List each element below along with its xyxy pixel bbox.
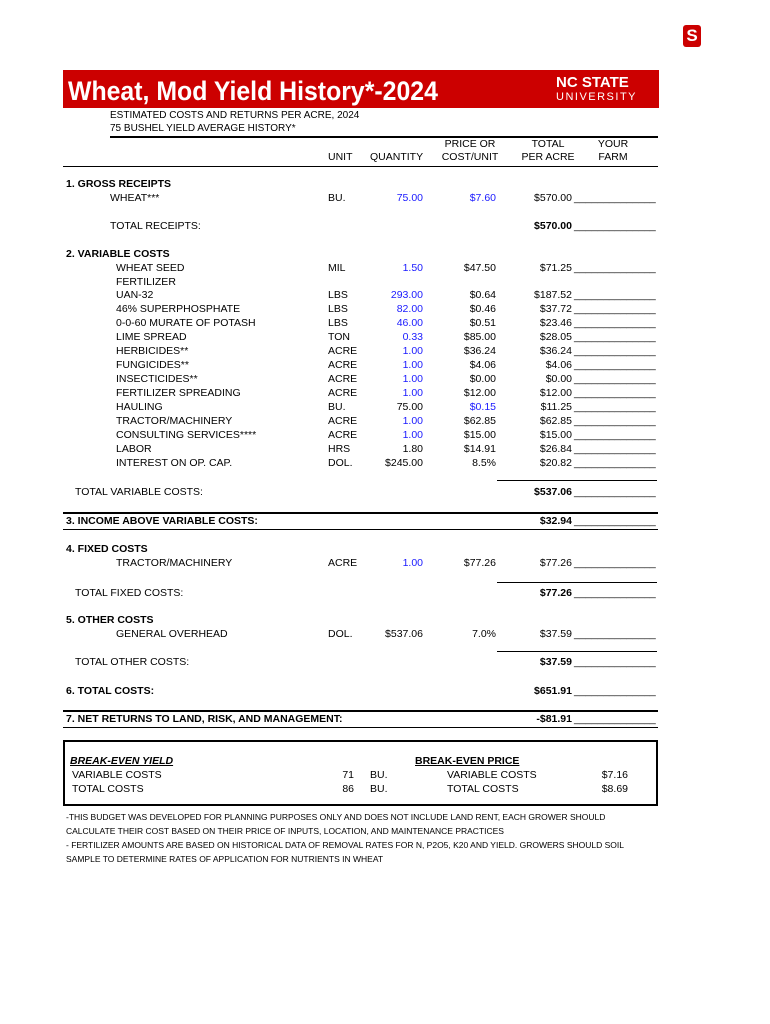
var-row-blank: ______________ [574, 387, 656, 399]
note-2-line1: - FERTILIZER AMOUNTS ARE BASED ON HISTORICAL DATA OF REMOVAL RATES FOR N, P2O5, K20 AND YIELD. GROWERS SHOULD SOIL [66, 840, 624, 850]
var-row-blank: ______________ [574, 289, 656, 301]
var-row-unit: ACRE [328, 373, 358, 385]
var-row-total: $62.85 [539, 415, 572, 427]
net-returns-blank: ______________ [574, 713, 656, 725]
var-row-total: $4.06 [545, 359, 572, 371]
var-row-unit: LBS [328, 289, 348, 301]
seed-total: $71.25 [539, 262, 572, 274]
var-row-unit: ACRE [328, 387, 358, 399]
var-row-blank: ______________ [574, 303, 656, 315]
var-row-price: $62.85 [463, 415, 496, 427]
var-row-name: INSECTICIDES** [116, 373, 198, 385]
var-row-total: $37.72 [539, 303, 572, 315]
var-row-blank: ______________ [574, 401, 656, 413]
total-fixed-label: TOTAL FIXED COSTS: [75, 587, 184, 599]
be-price-tot-label: TOTAL COSTS [447, 783, 519, 795]
col-total-line1: TOTAL [531, 138, 565, 150]
total-variable-label: TOTAL VARIABLE COSTS: [75, 486, 203, 498]
var-row-name: INTEREST ON OP. CAP. [116, 457, 233, 469]
fixed-item-qty: 1.00 [402, 557, 423, 569]
var-row-total: $12.00 [539, 387, 572, 399]
other-item-qty: $537.06 [385, 628, 423, 640]
var-row-unit: ACRE [328, 359, 358, 371]
be-price-var-value: $7.16 [601, 769, 628, 781]
seed-price: $47.50 [463, 262, 496, 274]
var-row-qty: 1.00 [402, 359, 423, 371]
var-row-qty: 75.00 [396, 401, 423, 413]
other-item-total: $37.59 [539, 628, 572, 640]
other-item-price: 7.0% [472, 628, 496, 640]
be-price-var-label: VARIABLE COSTS [447, 769, 537, 781]
fixed-sum-rule [497, 582, 657, 583]
net-top-rule [63, 710, 658, 712]
total-fixed-blank: ______________ [574, 587, 656, 599]
fixed-item-price: $77.26 [463, 557, 496, 569]
var-row-price: 8.5% [472, 457, 496, 469]
col-your-line2: FARM [598, 151, 628, 163]
var-row-unit: HRS [328, 443, 351, 455]
var-row-qty: 1.00 [402, 387, 423, 399]
be-yield-tot-value: 86 [342, 783, 354, 795]
var-row-price: $4.06 [469, 359, 496, 371]
var-row-qty: $245.00 [385, 457, 423, 469]
var-row-unit: LBS [328, 317, 348, 329]
var-row-blank: ______________ [574, 373, 656, 385]
var-row-total: $26.84 [539, 443, 572, 455]
var-row-name: FERTILIZER SPREADING [116, 387, 241, 399]
gross-item-price: $7.60 [469, 192, 496, 204]
total-receipts-label: TOTAL RECEIPTS: [110, 220, 201, 232]
breakeven-price-title: BREAK-EVEN PRICE [415, 755, 520, 767]
income-value: $32.94 [539, 515, 572, 527]
var-row-name: 0-0-60 MURATE OF POTASH [116, 317, 256, 329]
var-row-blank: ______________ [574, 331, 656, 343]
var-row-blank: ______________ [574, 415, 656, 427]
other-sum-rule [497, 651, 657, 652]
header-bottom-rule [63, 166, 658, 167]
subtitle-line1: ESTIMATED COSTS AND RETURNS PER ACRE, 2024 [110, 110, 360, 121]
income-bottom-rule [63, 529, 658, 530]
total-variable-value: $537.06 [534, 486, 572, 498]
total-fixed-value: $77.26 [539, 587, 572, 599]
note-2-line2: SAMPLE TO DETERMINE RATES OF APPLICATION FOR NUTRIENTS IN WHEAT [66, 854, 384, 864]
income-blank: ______________ [574, 515, 656, 527]
total-receipts-blank: ______________ [574, 220, 656, 232]
var-row-unit: TON [328, 331, 350, 343]
variable-sum-rule [497, 480, 657, 481]
var-row-price: $0.46 [469, 303, 496, 315]
total-other-blank: ______________ [574, 656, 656, 668]
var-row-qty: 1.00 [402, 415, 423, 427]
var-row-price: $0.64 [469, 289, 496, 301]
be-yield-var-label: VARIABLE COSTS [72, 769, 162, 781]
gross-item-qty: 75.00 [396, 192, 423, 204]
var-row-blank: ______________ [574, 457, 656, 469]
var-row-qty: 293.00 [390, 289, 423, 301]
col-price-line2: COST/UNIT [441, 151, 499, 163]
var-row-price: $36.24 [463, 345, 496, 357]
var-row-name: CONSULTING SERVICES**** [116, 429, 257, 441]
total-other-label: TOTAL OTHER COSTS: [75, 656, 190, 668]
var-row-price: $12.00 [463, 387, 496, 399]
seed-blank: ______________ [574, 262, 656, 274]
var-row-unit: ACRE [328, 429, 358, 441]
income-label: 3. INCOME ABOVE VARIABLE COSTS: [66, 515, 258, 527]
var-row-name: LIME SPREAD [116, 331, 187, 343]
var-row-price: $0.51 [469, 317, 496, 329]
var-row-total: $36.24 [539, 345, 572, 357]
var-row-qty: 82.00 [396, 303, 423, 315]
col-quantity: QUANTITY [370, 151, 424, 163]
net-returns-value: -$81.91 [536, 713, 572, 725]
var-row-unit: DOL. [328, 457, 353, 469]
var-row-blank: ______________ [574, 429, 656, 441]
var-row-qty: 1.80 [402, 443, 423, 455]
subtitle-line2: 75 BUSHEL YIELD AVERAGE HISTORY* [110, 123, 296, 134]
var-row-total: $15.00 [539, 429, 572, 441]
var-row-name: HAULING [116, 401, 163, 413]
variable-heading: 2. VARIABLE COSTS [66, 248, 170, 260]
gross-item-unit: BU. [328, 192, 346, 204]
note-1-line2: CALCULATE THEIR COST BASED ON THEIR PRICE OF INPUTS, LOCATION, AND MAINTENANCE PRACTICES [66, 826, 504, 836]
var-row-price: $15.00 [463, 429, 496, 441]
total-receipts-value: $570.00 [534, 220, 572, 232]
other-heading: 5. OTHER COSTS [66, 614, 154, 626]
seed-qty: 1.50 [402, 262, 423, 274]
col-unit: UNIT [328, 151, 353, 163]
var-row-qty: 1.00 [402, 345, 423, 357]
be-yield-var-unit: BU. [370, 769, 388, 781]
var-row-total: $28.05 [539, 331, 572, 343]
total-other-value: $37.59 [539, 656, 572, 668]
be-yield-var-value: 71 [342, 769, 354, 781]
var-row-blank: ______________ [574, 345, 656, 357]
var-row-blank: ______________ [574, 359, 656, 371]
other-item-name: GENERAL OVERHEAD [116, 628, 228, 640]
var-row-total: $187.52 [534, 289, 572, 301]
income-top-rule [63, 512, 658, 514]
fertilizer-label: FERTILIZER [116, 276, 176, 288]
fixed-item-name: TRACTOR/MACHINERY [116, 557, 233, 569]
be-yield-tot-unit: BU. [370, 783, 388, 795]
gross-item-name: WHEAT*** [110, 192, 160, 204]
var-row-name: TRACTOR/MACHINERY [116, 415, 233, 427]
var-row-name: HERBICIDES** [116, 345, 189, 357]
seed-name: WHEAT SEED [116, 262, 185, 274]
university-logo-badge: S [683, 25, 701, 47]
fixed-item-blank: ______________ [574, 557, 656, 569]
var-row-name: UAN-32 [116, 289, 154, 301]
var-row-qty: 46.00 [396, 317, 423, 329]
var-row-total: $23.46 [539, 317, 572, 329]
gross-item-blank: ______________ [574, 192, 656, 204]
col-your-line1: YOUR [597, 138, 629, 150]
fixed-heading: 4. FIXED COSTS [66, 543, 148, 555]
net-returns-label: 7. NET RETURNS TO LAND, RISK, AND MANAGEMENT: [66, 713, 343, 725]
var-row-qty: 0.33 [402, 331, 423, 343]
var-row-total: $20.82 [539, 457, 572, 469]
var-row-total: $0.00 [545, 373, 572, 385]
var-row-price: $0.15 [469, 401, 496, 413]
var-row-qty: 1.00 [402, 429, 423, 441]
breakeven-yield-title: BREAK-EVEN YIELD [70, 755, 174, 767]
var-row-blank: ______________ [574, 317, 656, 329]
fixed-item-unit: ACRE [328, 557, 358, 569]
gross-heading: 1. GROSS RECEIPTS [66, 178, 172, 190]
col-price-line1: PRICE OR [444, 138, 496, 150]
fixed-item-total: $77.26 [539, 557, 572, 569]
total-variable-blank: ______________ [574, 486, 656, 498]
var-row-total: $11.25 [540, 401, 572, 413]
be-price-tot-value: $8.69 [601, 783, 628, 795]
var-row-unit: LBS [328, 303, 348, 315]
var-row-qty: 1.00 [402, 373, 423, 385]
var-row-price: $14.91 [463, 443, 496, 455]
var-row-price: $0.00 [469, 373, 496, 385]
note-1-line1: -THIS BUDGET WAS DEVELOPED FOR PLANNING PURPOSES ONLY AND DOES NOT INCLUDE LAND RENT, EACH GROWER SHOULD [66, 812, 606, 822]
var-row-name: LABOR [116, 443, 152, 455]
var-row-name: FUNGICIDES** [116, 359, 189, 371]
be-yield-tot-label: TOTAL COSTS [72, 783, 144, 795]
var-row-unit: BU. [328, 401, 346, 413]
var-row-unit: ACRE [328, 415, 358, 427]
var-row-name: 46% SUPERPHOSPHATE [116, 303, 241, 315]
gross-item-total: $570.00 [534, 192, 572, 204]
total-costs-label: 6. TOTAL COSTS: [66, 685, 155, 697]
var-row-unit: ACRE [328, 345, 358, 357]
total-costs-value: $651.91 [534, 685, 572, 697]
university-logo-line2: UNIVERSITY [556, 91, 638, 103]
col-total-line2: PER ACRE [521, 151, 575, 163]
total-costs-blank: ______________ [574, 685, 656, 697]
university-logo-line1: NC STATE [556, 74, 629, 91]
seed-unit: MIL [328, 262, 346, 274]
other-item-unit: DOL. [328, 628, 353, 640]
var-row-blank: ______________ [574, 443, 656, 455]
other-item-blank: ______________ [574, 628, 656, 640]
page-title: Wheat, Mod Yield History*-2024 [68, 76, 438, 106]
net-bottom-rule [63, 727, 658, 728]
var-row-price: $85.00 [463, 331, 496, 343]
